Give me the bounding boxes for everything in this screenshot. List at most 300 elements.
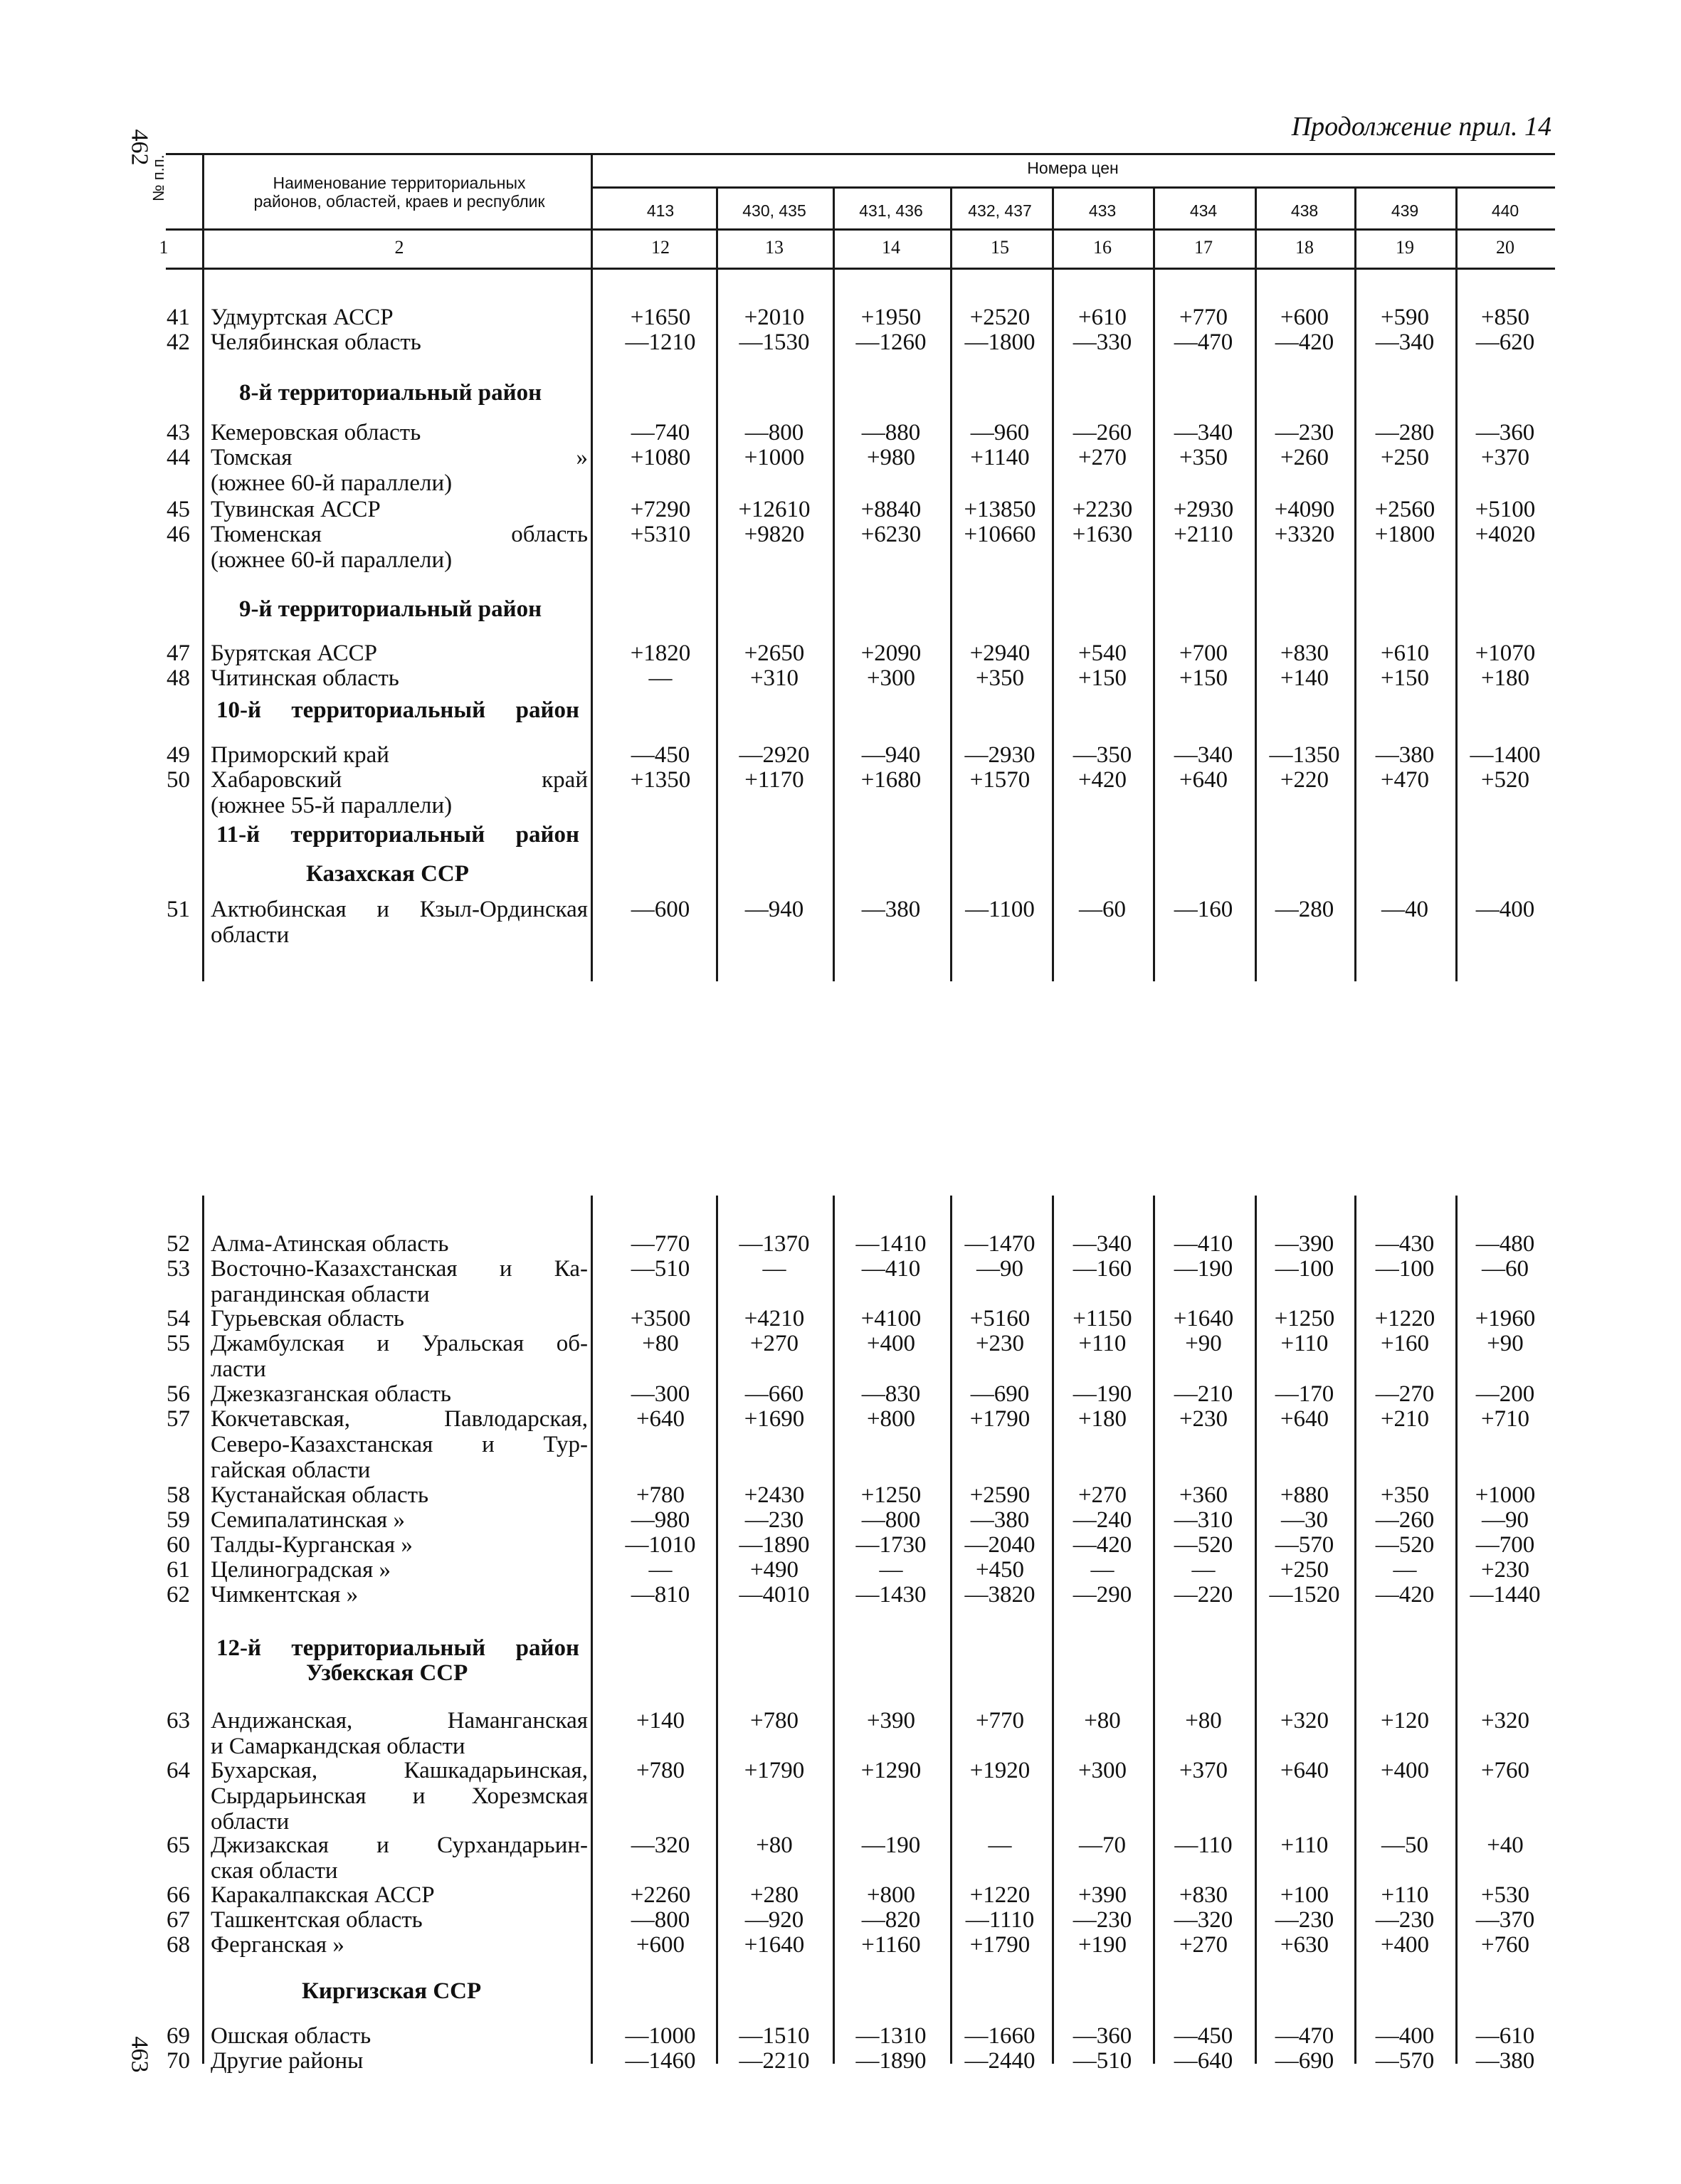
price-cell: +110 (1381, 1882, 1429, 1908)
index-13: 13 (765, 237, 784, 258)
page-number-bottom: 463 (126, 2036, 153, 2073)
section-district-9: 9-й территориальный район (239, 596, 542, 622)
price-cell: +1250 (860, 1482, 922, 1508)
price-cell: —940 (744, 897, 804, 922)
row-number: 55 (167, 1331, 190, 1356)
price-cell: —510 (1073, 2048, 1132, 2074)
price-cell: —1460 (625, 2048, 696, 2074)
index-1: 1 (159, 237, 169, 258)
region-name-line: Читинская область (211, 665, 399, 691)
price-cell: +880 (1280, 1482, 1329, 1508)
price-cell: —1730 (855, 1532, 927, 1558)
price-cell: —610 (1475, 2023, 1535, 2049)
row-number: 57 (167, 1406, 190, 1432)
region-name-line: Джезказганская область (211, 1381, 451, 1407)
price-cell: —1100 (965, 897, 1035, 922)
price-cell: +1690 (744, 1406, 805, 1432)
price-cell: —430 (1375, 1231, 1435, 1257)
price-cell: —210 (1174, 1381, 1233, 1407)
price-cell: +12610 (738, 497, 811, 522)
region-name (211, 2048, 588, 2074)
section-district-8: 8-й территориальный район (239, 380, 542, 406)
body2-sep (833, 1196, 835, 2064)
row-number: 59 (167, 1507, 190, 1533)
price-cell: —1660 (964, 2023, 1036, 2049)
price-cell: +640 (1280, 1758, 1329, 1783)
price-cell: —1370 (739, 1231, 810, 1257)
price-col-432-437: 432, 437 (968, 201, 1032, 220)
region-name (211, 1406, 588, 1483)
price-cell: +1000 (744, 445, 805, 470)
price-cell: —700 (1475, 1532, 1535, 1558)
price-cell: —260 (1073, 420, 1132, 445)
price-cell: —1800 (964, 329, 1036, 355)
price-cell: +1640 (744, 1932, 805, 1958)
row-number: 44 (167, 445, 190, 470)
region-name (211, 420, 588, 445)
price-cell: —220 (1174, 1582, 1233, 1608)
price-cell: — (1191, 1557, 1216, 1583)
price-cell: —260 (1375, 1507, 1435, 1533)
price-cell: +2650 (744, 640, 805, 666)
price-cell: —1400 (1470, 742, 1541, 768)
row-number: 61 (167, 1557, 190, 1583)
region-name (211, 1331, 588, 1382)
row-number: 60 (167, 1532, 190, 1558)
price-cell: —2440 (964, 2048, 1036, 2074)
price-cell: —600 (631, 897, 690, 922)
price-cell: —450 (631, 742, 690, 768)
index-20: 20 (1496, 237, 1514, 258)
price-cell: +1570 (969, 767, 1031, 793)
region-name-line: Ошская область (211, 2023, 371, 2049)
section-kirgiz-ssr: Киргизская ССР (302, 1978, 482, 2004)
price-cell: +250 (1380, 445, 1430, 470)
region-name (211, 897, 588, 948)
region-name (211, 497, 588, 522)
price-cell: +90 (1185, 1331, 1222, 1356)
row-number: 49 (167, 742, 190, 768)
price-cell: —2930 (964, 742, 1036, 768)
price-cell: —1430 (855, 1582, 927, 1608)
region-name (211, 1231, 588, 1257)
price-cell: +310 (749, 665, 799, 691)
region-name-line: Талды-Курганская » (211, 1532, 413, 1558)
header-top-rule (166, 153, 1555, 155)
price-cell: —820 (861, 1907, 921, 1933)
price-cell: —300 (631, 1381, 690, 1407)
region-name-line: рагандинская области (211, 1282, 430, 1307)
region-name-line: области (211, 1809, 290, 1835)
price-cell: —1210 (625, 329, 696, 355)
region-name (211, 1907, 588, 1933)
price-cell: +5160 (969, 1306, 1031, 1331)
price-cell: —1010 (625, 1532, 696, 1558)
price-cell: +2260 (630, 1882, 691, 1908)
price-cell: +1140 (970, 445, 1030, 470)
price-cell: +630 (1280, 1932, 1329, 1958)
header-name-line1: Наименование территориальных (273, 174, 526, 192)
price-cell: +490 (749, 1557, 799, 1583)
price-col-430-435: 430, 435 (742, 201, 806, 220)
price-cell: —410 (861, 1256, 921, 1282)
price-cell: +1080 (630, 445, 691, 470)
body2-sep (591, 1196, 593, 2064)
row-number: 65 (167, 1832, 190, 1858)
price-cell: +320 (1280, 1708, 1329, 1734)
price-cell: +1950 (860, 305, 922, 330)
index-18: 18 (1295, 237, 1314, 258)
index-19: 19 (1396, 237, 1414, 258)
price-cell: —1410 (855, 1231, 927, 1257)
body1-sep (950, 270, 952, 981)
section-district-11: 11-й территориальный район (216, 822, 579, 848)
region-name-line: Кустанайская область (211, 1482, 429, 1508)
region-name-line: Тувинская АССР (211, 497, 381, 522)
price-cell: +2520 (969, 305, 1031, 330)
region-name-line: Андижанская, Наманганская (211, 1708, 588, 1734)
price-cell: — (648, 1557, 673, 1583)
price-cell: +540 (1077, 640, 1127, 666)
price-cell: +420 (1077, 767, 1127, 793)
index-15: 15 (991, 237, 1009, 258)
price-cell: +800 (866, 1406, 916, 1432)
price-cell: +4020 (1475, 522, 1536, 547)
region-name-line: Удмуртская АССР (211, 305, 394, 330)
price-cell: +210 (1380, 1406, 1430, 1432)
region-name (211, 1306, 588, 1331)
price-cell: —200 (1475, 1381, 1535, 1407)
price-col-440: 440 (1491, 201, 1519, 220)
region-name-line: гайская области (211, 1457, 371, 1483)
region-name (211, 1482, 588, 1508)
price-cell: +700 (1179, 640, 1228, 666)
price-cell: —690 (1275, 2048, 1334, 2074)
price-cell: —800 (631, 1907, 690, 1933)
price-cell: —50 (1381, 1832, 1428, 1858)
price-cell: +1640 (1173, 1306, 1234, 1331)
region-name-line: Северо-Казахстанская и Тур- (211, 1432, 588, 1457)
price-cell: —170 (1275, 1381, 1334, 1407)
region-name (211, 767, 588, 818)
price-cell: —2210 (739, 2048, 810, 2074)
region-name-line: Приморский край (211, 742, 389, 768)
price-cell: —70 (1079, 1832, 1126, 1858)
price-cell: —660 (744, 1381, 804, 1407)
price-cell: —380 (1375, 742, 1435, 768)
row-number: 48 (167, 665, 190, 691)
price-cell: —510 (631, 1256, 690, 1282)
price-cell: —40 (1381, 897, 1428, 922)
price-cell: +8840 (860, 497, 922, 522)
price-cell: +140 (1280, 665, 1329, 691)
price-cell: +1160 (861, 1932, 921, 1958)
price-cell: —1350 (1269, 742, 1340, 768)
price-cell: +780 (636, 1482, 685, 1508)
price-cell: +760 (1480, 1758, 1530, 1783)
region-name-line: Другие районы (211, 2048, 364, 2074)
header-rule-lower (166, 228, 1555, 231)
region-name-line: Тюменская область (211, 522, 588, 547)
section-district-10: 10-й территориальный район (216, 697, 579, 723)
price-cell: —390 (1275, 1231, 1334, 1257)
price-cell: +1000 (1475, 1482, 1536, 1508)
price-cell: +390 (866, 1708, 916, 1734)
region-name (211, 522, 588, 573)
price-cell: +2930 (1173, 497, 1234, 522)
price-cell: —1530 (739, 329, 810, 355)
price-cell: —60 (1079, 897, 1126, 922)
region-name-line: Джамбулская и Уральская об- (211, 1331, 588, 1356)
index-14: 14 (882, 237, 900, 258)
price-cell: —410 (1174, 1231, 1233, 1257)
price-cell: +400 (1380, 1932, 1430, 1958)
price-cell: —230 (1275, 1907, 1334, 1933)
price-cell: —240 (1073, 1507, 1132, 1533)
region-name-line: Джизакская и Сурхандарьин- (211, 1832, 588, 1858)
price-cell: —190 (1174, 1256, 1233, 1282)
price-cell: — (762, 1256, 786, 1282)
price-cell: —1000 (625, 2023, 696, 2049)
price-cell: —1520 (1269, 1582, 1340, 1608)
price-cell: —310 (1174, 1507, 1233, 1533)
region-name-line: Актюбинская и Кзыл-Ординская (211, 897, 588, 922)
header-prices-title: Номера цен (1027, 159, 1119, 177)
price-cell: +9820 (744, 522, 805, 547)
price-cell: +2560 (1374, 497, 1435, 522)
price-cell: +220 (1280, 767, 1329, 793)
price-cell: +4100 (860, 1306, 922, 1331)
price-cell: +280 (749, 1882, 799, 1908)
price-cell: +470 (1380, 767, 1430, 793)
row-number: 53 (167, 1256, 190, 1282)
price-cell: —980 (631, 1507, 690, 1533)
price-cell: —810 (631, 1582, 690, 1608)
price-cell: +640 (636, 1406, 685, 1432)
price-cell: —320 (1174, 1907, 1233, 1933)
row-number: 51 (167, 897, 190, 922)
region-name (211, 665, 588, 691)
price-cell: — (879, 1557, 903, 1583)
price-col-433: 433 (1088, 201, 1117, 220)
price-cell: —520 (1375, 1532, 1435, 1558)
price-cell: —340 (1375, 329, 1435, 355)
region-name-line: Каракалпакская АССР (211, 1882, 435, 1908)
row-number: 52 (167, 1231, 190, 1257)
price-cell: —280 (1275, 897, 1334, 922)
body1-sep (1052, 270, 1054, 981)
price-cell: —230 (1073, 1907, 1132, 1933)
price-cell: —30 (1281, 1507, 1328, 1533)
region-name-line: области (211, 922, 290, 948)
price-cell: —800 (744, 420, 804, 445)
price-cell: +90 (1487, 1331, 1524, 1356)
row-number: 54 (167, 1306, 190, 1331)
price-cell: —340 (1174, 420, 1233, 445)
body1-sep (833, 270, 835, 981)
price-cell: —420 (1073, 1532, 1132, 1558)
price-cell: —350 (1073, 742, 1132, 768)
price-cell: +3320 (1274, 522, 1335, 547)
header-num-col: № п.п. (149, 154, 167, 201)
price-cell: —380 (861, 897, 921, 922)
price-cell: —2920 (739, 742, 810, 768)
price-cell: —470 (1275, 2023, 1334, 2049)
region-name-line: Кокчетавская, Павлодарская, (211, 1406, 588, 1432)
price-cell: +390 (1077, 1882, 1127, 1908)
price-cell: —800 (861, 1507, 921, 1533)
region-name-line: Ферганская » (211, 1932, 344, 1958)
body1-sep (1255, 270, 1257, 981)
price-cell: +1170 (744, 767, 804, 793)
price-cell: +140 (636, 1708, 685, 1734)
price-cell: +1290 (860, 1758, 922, 1783)
price-cell: +370 (1179, 1758, 1228, 1783)
price-cell: —830 (861, 1381, 921, 1407)
price-cell: —770 (631, 1231, 690, 1257)
price-cell: —920 (744, 1907, 804, 1933)
index-16: 16 (1093, 237, 1112, 258)
region-name-line: Бурятская АССР (211, 640, 377, 666)
price-cell: —690 (970, 1381, 1030, 1407)
region-name-line: Бухарская, Кашкадарьинская, (211, 1758, 588, 1783)
price-cell: +1630 (1072, 522, 1133, 547)
price-cell: +110 (1280, 1832, 1329, 1858)
price-cell: —270 (1375, 1381, 1435, 1407)
region-name-line: Восточно-Казахстанская и Ка- (211, 1256, 588, 1282)
region-name-line: (южнее 60-й параллели) (211, 470, 453, 496)
index-17: 17 (1194, 237, 1213, 258)
price-cell: +1680 (860, 767, 922, 793)
price-col-434: 434 (1189, 201, 1218, 220)
region-name (211, 445, 588, 496)
price-cell: —360 (1475, 420, 1535, 445)
body2-sep-num (202, 1196, 204, 2064)
price-cell: —190 (861, 1832, 921, 1858)
row-number: 66 (167, 1882, 190, 1908)
price-cell: —100 (1275, 1256, 1334, 1282)
region-name (211, 742, 588, 768)
region-name (211, 1758, 588, 1835)
price-cell: +1070 (1475, 640, 1536, 666)
price-cell: +80 (642, 1331, 679, 1356)
price-cell: —4010 (739, 1582, 810, 1608)
price-cell: —340 (1073, 1231, 1132, 1257)
price-cell: — (988, 1832, 1012, 1858)
price-cell: +160 (1380, 1331, 1430, 1356)
price-cell: — (1090, 1557, 1114, 1583)
price-cell: +350 (1380, 1482, 1430, 1508)
row-number: 42 (167, 329, 190, 355)
price-col-413: 413 (646, 201, 675, 220)
price-cell: —110 (1174, 1832, 1233, 1858)
price-cell: +770 (975, 1708, 1025, 1734)
price-cell: —450 (1174, 2023, 1233, 2049)
region-name (211, 1582, 588, 1608)
region-name (211, 1882, 588, 1908)
region-name (211, 1557, 588, 1583)
body1-sep (591, 270, 593, 981)
price-cell: — (1393, 1557, 1417, 1583)
price-cell: —90 (976, 1256, 1023, 1282)
price-cell: —960 (970, 420, 1030, 445)
hdr-sep-2 (833, 186, 835, 270)
body1-sep-num (202, 270, 204, 981)
price-cell: —1310 (855, 2023, 927, 2049)
price-cell: +450 (975, 1557, 1025, 1583)
region-name (211, 1708, 588, 1759)
price-cell: +1150 (1073, 1306, 1132, 1331)
row-number: 50 (167, 767, 190, 793)
price-cell: +400 (866, 1331, 916, 1356)
price-cell: +1790 (744, 1758, 805, 1783)
price-cell: +1650 (630, 305, 691, 330)
price-cell: +1920 (969, 1758, 1031, 1783)
price-cell: —420 (1275, 329, 1334, 355)
price-cell: +370 (1480, 445, 1530, 470)
price-cell: +250 (1280, 1557, 1329, 1583)
price-cell: +13850 (964, 497, 1036, 522)
price-cell: +270 (749, 1331, 799, 1356)
price-cell: —420 (1375, 1582, 1435, 1608)
region-name-line: Семипалатинская » (211, 1507, 405, 1533)
price-cell: +850 (1480, 305, 1530, 330)
price-cell: +600 (636, 1932, 685, 1958)
price-cell: +2940 (969, 640, 1031, 666)
price-cell: —340 (1174, 742, 1233, 768)
price-cell: —940 (861, 742, 921, 768)
price-cell: +610 (1380, 640, 1430, 666)
price-cell: +830 (1179, 1882, 1228, 1908)
price-cell: +150 (1380, 665, 1430, 691)
price-cell: +300 (866, 665, 916, 691)
price-cell: —1260 (855, 329, 927, 355)
price-cell: —1890 (739, 1532, 810, 1558)
region-name-line: Целиноградская » (211, 1557, 391, 1583)
region-name-line: Томская » (211, 445, 588, 470)
price-cell: +2230 (1072, 497, 1133, 522)
row-number: 41 (167, 305, 190, 330)
region-name-line: Ташкентская область (211, 1907, 423, 1933)
price-cell: —640 (1174, 2048, 1233, 2074)
price-cell: —570 (1275, 1532, 1334, 1558)
section-district-12: 12-й территориальный район (216, 1635, 579, 1661)
section-uzbek-ssr: Узбекская ССР (306, 1660, 468, 1686)
price-cell: +4210 (744, 1306, 805, 1331)
region-name-line: и Самаркандская области (211, 1734, 465, 1759)
price-cell: +710 (1480, 1406, 1530, 1432)
region-name-line: (южнее 60-й параллели) (211, 547, 453, 573)
header-rule-bottom (166, 268, 1555, 270)
region-name (211, 1381, 588, 1407)
price-cell: +640 (1280, 1406, 1329, 1432)
price-cell: +150 (1179, 665, 1228, 691)
price-cell: —370 (1475, 1907, 1535, 1933)
price-cell: —570 (1375, 2048, 1435, 2074)
header-name-line2: районов, областей, краев и республик (253, 192, 545, 211)
region-name (211, 1532, 588, 1558)
header-mid-rule (591, 186, 1555, 189)
price-cell: +3500 (630, 1306, 691, 1331)
price-cell: —480 (1475, 1231, 1535, 1257)
price-cell: —360 (1073, 2023, 1132, 2049)
price-cell: —470 (1174, 329, 1233, 355)
index-12: 12 (651, 237, 670, 258)
hdr-sep-1 (716, 186, 718, 270)
price-cell: +350 (975, 665, 1025, 691)
region-name-line: Сырдарьинская и Хорезмская (211, 1783, 588, 1809)
price-cell: —380 (970, 1507, 1030, 1533)
